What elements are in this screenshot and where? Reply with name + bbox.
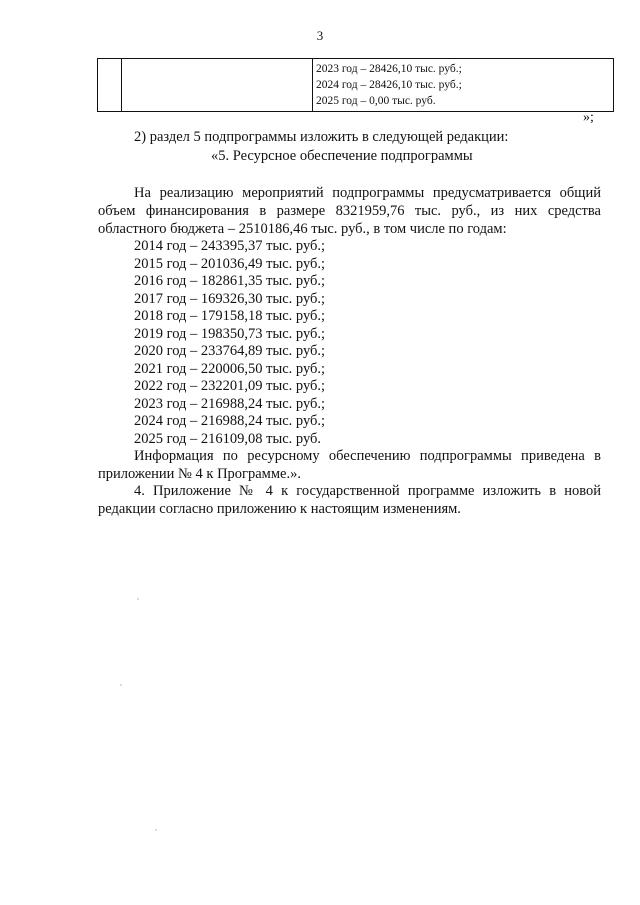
table-value-line: 2025 год – 0,00 тыс. руб. [316,95,436,107]
year-line-2016: 2016 год – 182861,35 тыс. руб.; [134,273,326,289]
year-line-2023: 2023 год – 216988,24 тыс. руб.; [134,396,326,412]
info-paragraph-line: приложении № 4 к Программе.». [98,466,301,482]
scan-speck [155,829,157,831]
info-paragraph-line: Информация по ресурсному обеспечению подпрограммы приведена в [134,448,601,464]
table-cell-empty [122,59,313,112]
year-line-2025: 2025 год – 216109,08 тыс. руб. [134,431,322,447]
year-line-2021: 2021 год – 220006,50 тыс. руб.; [134,361,326,377]
scan-speck [120,684,122,686]
year-line-2015: 2015 год – 201036,49 тыс. руб.; [134,256,326,272]
year-line-2014: 2014 год – 243395,37 тыс. руб.; [134,238,326,254]
funding-paragraph-line: областного бюджета – 2510186,46 тыс. руб., в том числе по годам: [98,221,507,237]
year-line-2019: 2019 год – 198350,73 тыс. руб.; [134,326,326,342]
year-line-2020: 2020 год – 233764,89 тыс. руб.; [134,343,326,359]
table-cell-values [313,59,614,112]
table-row [98,59,614,112]
item4-paragraph-line: 4. Приложение № 4 к государственной программе изложить в новой [134,483,601,499]
item4-paragraph-line: редакции согласно приложению к настоящим изменениям. [98,501,461,517]
page-number: 3 [316,28,324,43]
funding-table-fragment [97,58,614,112]
year-line-2018: 2018 год – 179158,18 тыс. руб.; [134,308,326,324]
scan-speck [137,598,139,600]
year-line-2017: 2017 год – 169326,30 тыс. руб.; [134,291,326,307]
closing-quote: »; [583,110,594,125]
funding-paragraph-line: объем финансирования в размере 8321959,76 тыс. руб., из них средства [98,203,601,219]
section-title: «5. Ресурсное обеспечение подпрограммы [211,148,473,164]
table-cell-empty [98,59,122,112]
year-line-2022: 2022 год – 232201,09 тыс. руб.; [134,378,326,394]
section-instruction: 2) раздел 5 подпрограммы изложить в следующей редакции: [134,129,509,145]
funding-paragraph-line: На реализацию мероприятий подпрограммы предусматривается общий [134,185,601,201]
year-line-2024: 2024 год – 216988,24 тыс. руб.; [134,413,326,429]
table-value-line: 2023 год – 28426,10 тыс. руб.; [316,63,462,75]
table-value-line: 2024 год – 28426,10 тыс. руб.; [316,79,462,91]
